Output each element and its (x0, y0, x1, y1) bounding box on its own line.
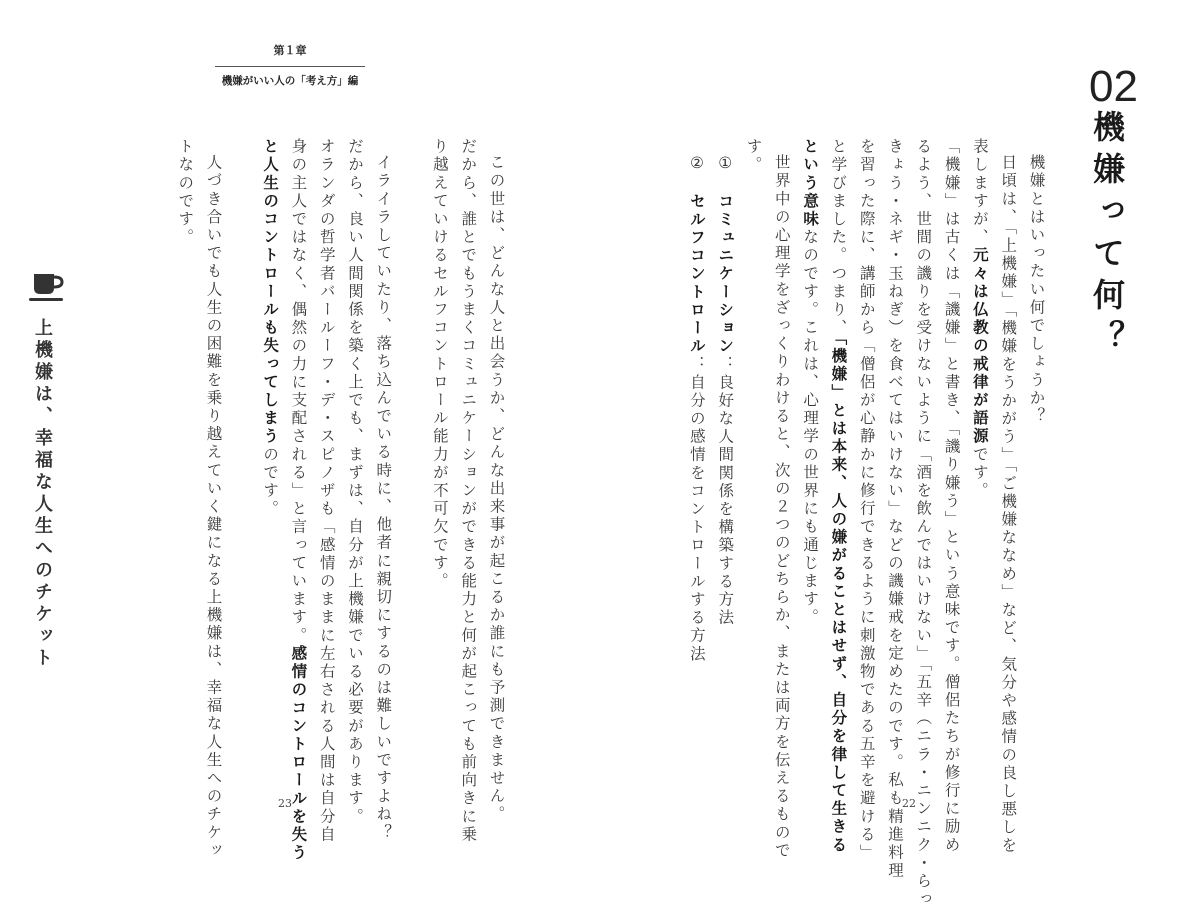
emphasis-run: と人生のコントロールも失ってしまう (261, 138, 280, 446)
running-header (215, 42, 365, 88)
text-column (915, 138, 931, 909)
text-run: 身の主人ではなく、偶然の力に支配される」と言っています。 (289, 138, 308, 645)
emphasis-run: 元々は仏教の戒律が語源 (970, 246, 989, 446)
text-run: り越えていけるセルフコントロール能力が不可欠です。 (430, 138, 449, 591)
text-column (1000, 154, 1016, 855)
section-number: 02 (1089, 62, 1138, 111)
text-run: を習った際に、講師から「僧侶が心静かに修行できるように刺激物である五辛を避ける」 (857, 138, 876, 862)
text-column (347, 138, 363, 826)
text-column (177, 138, 193, 247)
text-column (318, 138, 334, 844)
text-column (205, 154, 221, 860)
text-run: 表しますが、 (970, 138, 989, 247)
emphasis-run: コミュニケーション (716, 192, 735, 356)
text-run: す。 (744, 138, 763, 175)
text-run: 日頃は、「上機嫌」「機嫌をうかがう」「ご機嫌ななめ」など、気分や感情の良し悪しを (999, 154, 1018, 855)
text-run: きょう・ネギ・玉ねぎ）を食べてはいけない」などの譏嫌戒を定めたのです。私も精進料理 (886, 138, 904, 881)
text-run: だから、良い人間関係を築く上でも、まずは、自分が上機嫌でいる必要があります。 (346, 138, 364, 826)
emphasis-run: セルフコントロール (687, 192, 706, 356)
chapter-subtitle: 機嫌がいい人の「考え方」編 (221, 75, 359, 87)
text-column (375, 154, 391, 842)
text-run: オランダの哲学者バールーフ・デ・スピノザも「感情のままに左右される人間は自分自 (317, 138, 336, 844)
text-run: ：良好な人間関係を構築する方法 (716, 355, 735, 628)
text-column (830, 138, 846, 854)
text-run: 機嫌とはいったい何でしょうか？ (1027, 154, 1046, 426)
emphasis-run: 「機嫌」とは本来、人の嫌がることはせず、自分を律して生きる (829, 337, 848, 855)
text-column (802, 138, 818, 627)
text-run: だから、誰とでもうまくコミュニケーションができる能力と何が起こっても前向きに乗 (459, 138, 478, 844)
chapter-label: 第１章 (215, 42, 365, 67)
text-run: ① (716, 154, 735, 193)
text-run: なのです。これは、心理学の世界にも通じます。 (801, 228, 820, 627)
emphasis-run: 感情のコントロールを失う (289, 644, 308, 863)
text-run: 世界中の心理学をざっくりわけると、次の２つのどちらか、または両方を伝えるもので (772, 154, 791, 860)
text-column (745, 138, 761, 174)
section-title: 機嫌って何？ (1088, 110, 1126, 362)
page-number-left: 23 (278, 797, 292, 810)
text-column (488, 154, 504, 824)
text-column (971, 138, 987, 500)
text-run: ② (687, 154, 706, 193)
emphasis-run: という意味 (801, 138, 820, 229)
text-column (717, 154, 733, 627)
text-run: 人づき合いでも人生の困難を乗り越えていく鍵になる上機嫌は、幸福な人生へのチケッ (204, 154, 223, 860)
text-column (773, 154, 789, 860)
text-column (262, 138, 278, 518)
text-run: るよう、世間の譏りを受けないように「酒を飲んではいけない」「五辛（ニラ・ニンニク・らっ (914, 138, 933, 909)
text-column (460, 138, 476, 844)
text-run: と学びました。つまり、 (829, 138, 848, 338)
text-run: です。 (970, 445, 989, 501)
text-column (943, 138, 959, 854)
text-run: この世は、どんな人と出会うか、どんな出来事が起こるか誰にも予測できません。 (487, 154, 506, 824)
text-column (688, 154, 704, 663)
text-run: 「機嫌」は古くは「譏嫌」と書き、「譏り嫌う」という意味です。僧侶たちが修行に励め (942, 138, 961, 855)
text-run: のです。 (261, 445, 280, 519)
text-run: ：自分の感情をコントロールする方法 (687, 355, 706, 664)
text-column (1028, 154, 1044, 426)
text-run: イライラしていたり、落ち込んでいる時に、他者に親切にするのは難しいですよね？ (374, 154, 393, 842)
page-number-right: 22 (902, 797, 916, 810)
side-title: 上機嫌は、幸福な人生へのチケット (32, 318, 53, 670)
text-column (858, 138, 874, 862)
text-column (887, 138, 903, 880)
text-column (431, 138, 447, 591)
text-run: トなのです。 (176, 138, 195, 247)
coffee-cup-icon (28, 272, 66, 306)
text-column (290, 138, 306, 862)
